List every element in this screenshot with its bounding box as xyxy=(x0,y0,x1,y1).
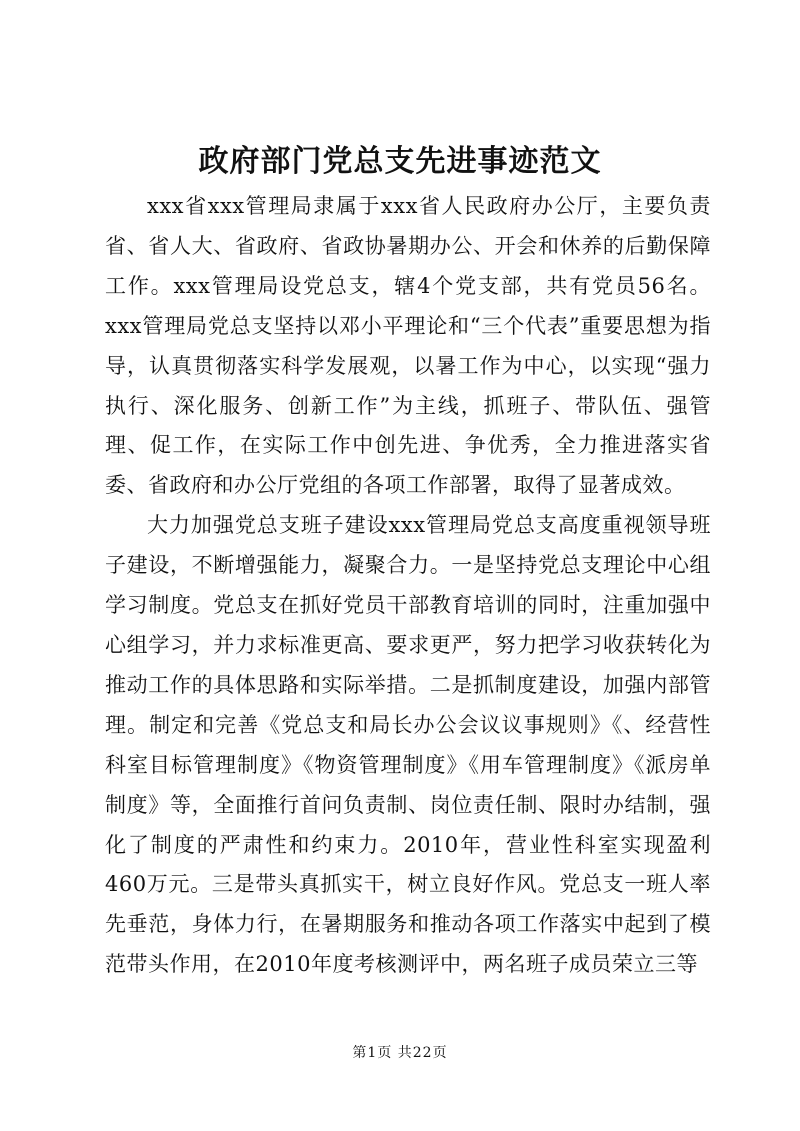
paragraph-leadership: 大力加强党总支班子建设xxx管理局党总支高度重视领导班子建设，不断增强能力，凝聚合力。一是坚持党总支理论中心组学习制度。党总支在抓好党员干部教育培训的同时，注重加强中心组学习，并力求标准更高、要求更严，努力把学习收获转化为推动工作的具体思路和实际举措。二是抓制度建设，加强内部管理。制定和完善《党总支和局长办公会议议事规则》《、经营性科室目标管理制度》《物资管理制度》《用车管理制度》《派房单制度》等，全面推行首问负责制、岗位责任制、限时办结制，强化了制度的严肃性和约束力。2010年，营业性科室实现盈利460万元。三是带头真抓实干，树立良好作风。党总支一班人率先垂范，身体力行，在暑期服务和推动各项工作落实中起到了模范带头作用，在2010年度考核测评中，两名班子成员荣立三等 xyxy=(105,513,711,977)
document-title: 政府部门党总支先进事迹范文 xyxy=(198,144,602,179)
paragraph-intro: xxx省xxx管理局隶属于xxx省人民政府办公厅，主要负责省、省人大、省政府、省政协暑期办公、开会和休养的后勤保障工作。xxx管理局设党总支，辖4个党支部，共有党员56名。xxx管理局党总支坚持以邓小平理论和“三个代表”重要思想为指导，认真贯彻落实科学发展观，以暑工作为中心，以实现“强力执行、深化服务、创新工作”为主线，抓班子、带队伍、强管理、促工作，在实际工作中创先进、争优秀，全力推进落实省委、省政府和办公厅党组的各项工作部署，取得了显著成效。 xyxy=(105,194,711,498)
document-body xyxy=(105,187,711,985)
page-number-footer: 第1页 共22页 xyxy=(352,1045,448,1061)
